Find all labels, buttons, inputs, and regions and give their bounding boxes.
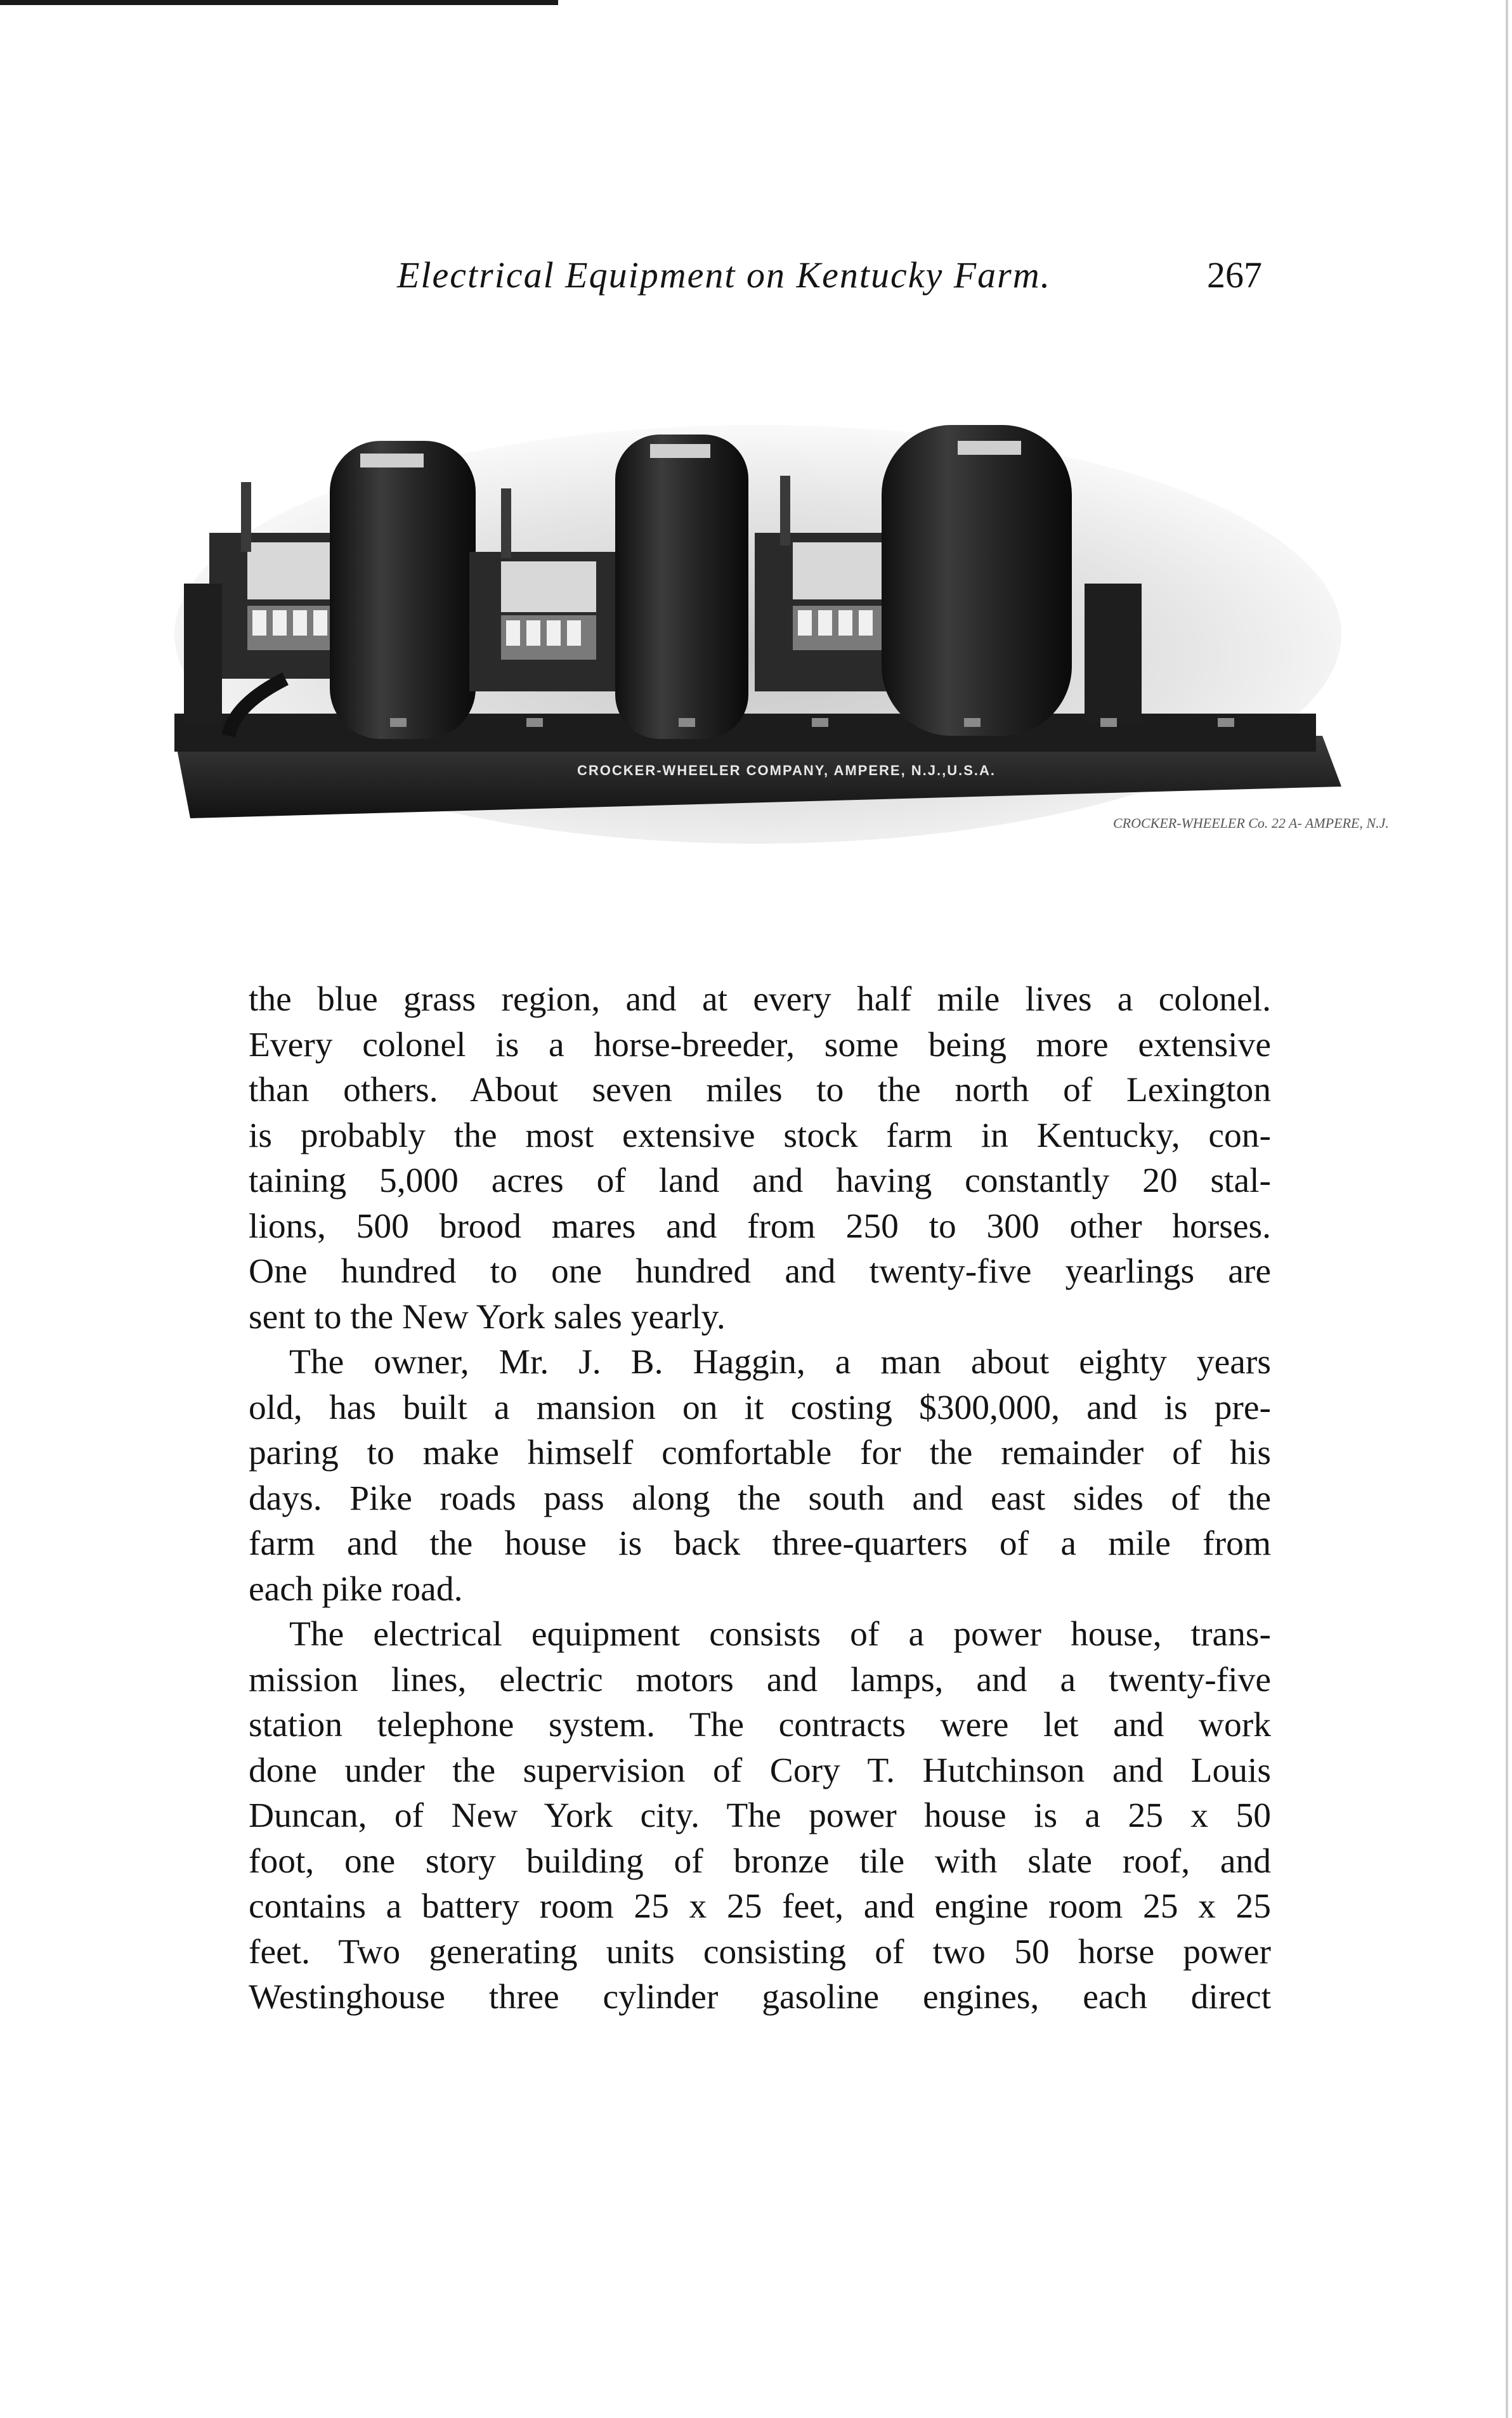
text-line: contains a battery room 25 x 25 feet, and engine room 25 x 25 bbox=[249, 1887, 1271, 1926]
text-line: foot, one story building of bronze tile with slate roof, and bbox=[249, 1841, 1271, 1881]
scan-right-edge bbox=[1506, 0, 1508, 2418]
page-number: 267 bbox=[1207, 254, 1262, 296]
text-line: each pike road. bbox=[249, 1569, 463, 1609]
left-bearing-pedestal bbox=[184, 584, 222, 723]
scan-top-edge bbox=[0, 0, 558, 5]
text-line: The owner, Mr. J. B. Haggin, a man about eighty years bbox=[289, 1343, 1271, 1382]
body-text bbox=[249, 977, 1271, 2020]
center-field-magnet bbox=[615, 435, 748, 739]
paragraph-3 bbox=[249, 1612, 1271, 2020]
text-line: done under the supervision of Cory T. Hutchinson and Louis bbox=[249, 1751, 1271, 1790]
text-line: Duncan, of New York city. The power house is a 25 x 50 bbox=[249, 1796, 1271, 1835]
text-line: old, has built a mansion on it costing $300,000, and is pre- bbox=[249, 1388, 1271, 1427]
text-line: farm and the house is back three-quarters of a mile from bbox=[249, 1524, 1271, 1563]
engraver-signature: CROCKER-WHEELER Co. 22 A- AMPERE, N.J. bbox=[1113, 815, 1389, 831]
paragraph-1 bbox=[249, 977, 1271, 1340]
text-line: Westinghouse three cylinder gasoline engines, each direct bbox=[249, 1978, 1271, 2016]
paragraph-2 bbox=[249, 1340, 1271, 1612]
text-line: paring to make himself comfortable for the remainder of his bbox=[249, 1434, 1271, 1472]
text-line: days. Pike roads pass along the south and east sides of the bbox=[249, 1479, 1271, 1518]
engraving-illustration bbox=[171, 406, 1389, 888]
running-header bbox=[381, 254, 1262, 311]
text-line: taining 5,000 acres of land and having constantly 20 stal- bbox=[249, 1161, 1271, 1200]
text-line: sent to the New York sales yearly. bbox=[249, 1297, 726, 1336]
text-line: One hundred to one hundred and twenty-five yearlings are bbox=[249, 1252, 1271, 1291]
running-title: Electrical Equipment on Kentucky Farm. bbox=[397, 254, 1052, 296]
text-line: mission lines, electric motors and lamps, and a twenty-five bbox=[249, 1660, 1271, 1699]
right-nameplate bbox=[958, 441, 1021, 455]
text-line: the blue grass region, and at every half mile lives a colonel. bbox=[249, 980, 1271, 1019]
right-field-magnet bbox=[882, 425, 1072, 736]
text-line: station telephone system. The contracts were let and work bbox=[249, 1706, 1271, 1744]
text-line: The electrical equipment consists of a power house, trans- bbox=[289, 1615, 1271, 1654]
generator-engraving bbox=[171, 406, 1389, 888]
right-bearing-pedestal bbox=[1085, 584, 1142, 723]
left-field-magnet bbox=[330, 441, 476, 739]
base-plate-lettering: CROCKER-WHEELER COMPANY, AMPERE, N.J.,U.S.A. bbox=[577, 762, 996, 778]
text-line: Every colonel is a horse-breeder, some being more extensive bbox=[249, 1025, 1271, 1064]
text-line: lions, 500 brood mares and from 250 to 300 other horses. bbox=[249, 1206, 1271, 1246]
center-nameplate bbox=[650, 444, 710, 458]
text-line: feet. Two generating units consisting of two 50 horse power bbox=[249, 1932, 1271, 1971]
text-line: than others. About seven miles to the north of Lexington bbox=[249, 1071, 1271, 1109]
left-nameplate bbox=[360, 454, 424, 467]
text-line: is probably the most extensive stock farm in Kentucky, con- bbox=[249, 1116, 1271, 1155]
